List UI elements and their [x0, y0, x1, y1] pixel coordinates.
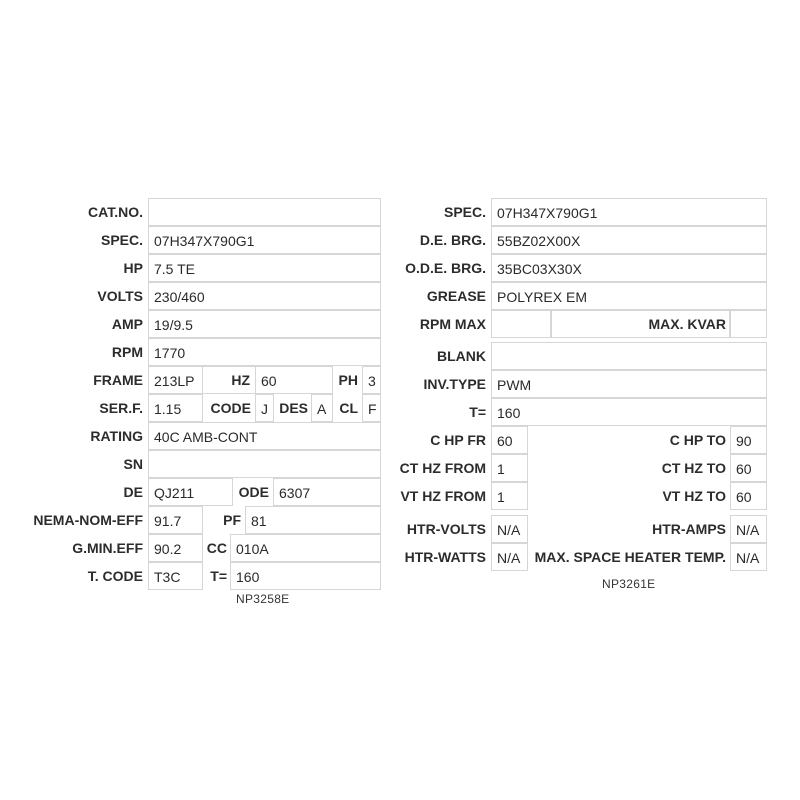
volts-label: VOLTS [97, 288, 143, 304]
serf-value: 1.15 [148, 394, 203, 422]
invtype-value: PWM [491, 370, 767, 398]
chpto-label: C HP TO [669, 432, 726, 448]
r-spec-label: SPEC. [443, 204, 486, 220]
frame-value: 213LP [148, 366, 203, 394]
grease-label: GREASE [426, 288, 486, 304]
cthzfrom-label: CT HZ FROM [399, 460, 486, 476]
htrwatts-label: HTR-WATTS [404, 549, 486, 565]
code-label: CODE [210, 400, 251, 416]
maxkvar-value [730, 310, 767, 338]
spec-value: 07H347X790G1 [148, 226, 381, 254]
pf-value: 81 [245, 506, 381, 534]
chpto-value: 90 [730, 426, 767, 454]
cthzfrom-value: 1 [491, 454, 528, 482]
volts-value: 230/460 [148, 282, 381, 310]
tcode-label: T. CODE [87, 568, 143, 584]
nema-value: 91.7 [148, 506, 203, 534]
ph-value: 3 [362, 366, 381, 394]
serf-label: SER.F. [99, 400, 143, 416]
hp-label: HP [123, 260, 143, 276]
vthzto-label: VT HZ TO [662, 488, 726, 504]
cc-label: CC [206, 540, 227, 556]
amp-value: 19/9.5 [148, 310, 381, 338]
chpfr-value: 60 [491, 426, 528, 454]
blank-label: BLANK [437, 348, 486, 364]
gmin-value: 90.2 [148, 534, 203, 562]
frame-label: FRAME [93, 372, 143, 388]
cthzto-label: CT HZ TO [661, 460, 726, 476]
odebrg-label: O.D.E. BRG. [405, 260, 486, 276]
t-label: T= [210, 568, 227, 584]
sn-label: SN [123, 456, 143, 472]
hp-value: 7.5 TE [148, 254, 381, 282]
grease-value: POLYREX EM [491, 282, 767, 310]
rpm-value: 1770 [148, 338, 381, 366]
rpmmax-value [491, 310, 551, 338]
blank-value [491, 342, 767, 370]
chpfr-label: C HP FR [430, 432, 486, 448]
cthzto-value: 60 [730, 454, 767, 482]
debrg-value: 55BZ02X00X [491, 226, 767, 254]
cat-no-label: CAT.NO. [88, 204, 143, 220]
vthzfrom-value: 1 [491, 482, 528, 510]
ode-value: 6307 [273, 478, 381, 506]
r-t-label: T= [469, 404, 486, 420]
maxspace-label: MAX. SPACE HEATER TEMP. [534, 549, 726, 565]
tcode-value: T3C [148, 562, 203, 590]
rpm-label: RPM [111, 344, 143, 360]
ode-label: ODE [238, 484, 269, 500]
cc-value: 010A [230, 534, 381, 562]
odebrg-value: 35BC03X30X [491, 254, 767, 282]
des-label: DES [279, 400, 308, 416]
htramps-label: HTR-AMPS [652, 521, 726, 537]
amp-label: AMP [111, 316, 143, 332]
cl-value: F [362, 394, 381, 422]
spec-label: SPEC. [100, 232, 143, 248]
r-spec-value: 07H347X790G1 [491, 198, 767, 226]
rating-label: RATING [90, 428, 143, 444]
de-value: QJ211 [148, 478, 233, 506]
rating-value: 40C AMB-CONT [148, 422, 381, 450]
gmin-label: G.MIN.EFF [72, 540, 143, 556]
rpmmax-label: RPM MAX [419, 316, 486, 332]
de-label: DE [123, 484, 143, 500]
plate-code: NP3258E [236, 592, 290, 606]
r-t-value: 160 [491, 398, 767, 426]
pf-label: PF [223, 512, 241, 528]
vthzto-value: 60 [730, 482, 767, 510]
nema-label: NEMA-NOM-EFF [33, 512, 143, 528]
maxkvar-label: MAX. KVAR [648, 316, 726, 332]
htrvolts-label: HTR-VOLTS [406, 521, 486, 537]
maxspace-value: N/A [730, 543, 767, 571]
hz-label: HZ [231, 372, 250, 388]
cl-label: CL [339, 400, 358, 416]
invtype-label: INV.TYPE [423, 376, 486, 392]
r-plate-code: NP3261E [602, 577, 656, 591]
htramps-value: N/A [730, 515, 767, 543]
t-value: 160 [230, 562, 381, 590]
ph-label: PH [338, 372, 358, 388]
code-value: J [255, 394, 274, 422]
des-value: A [311, 394, 333, 422]
htrwatts-value: N/A [491, 543, 528, 571]
hz-value: 60 [255, 366, 333, 394]
debrg-label: D.E. BRG. [419, 232, 486, 248]
htrvolts-value: N/A [491, 515, 528, 543]
vthzfrom-label: VT HZ FROM [400, 488, 486, 504]
